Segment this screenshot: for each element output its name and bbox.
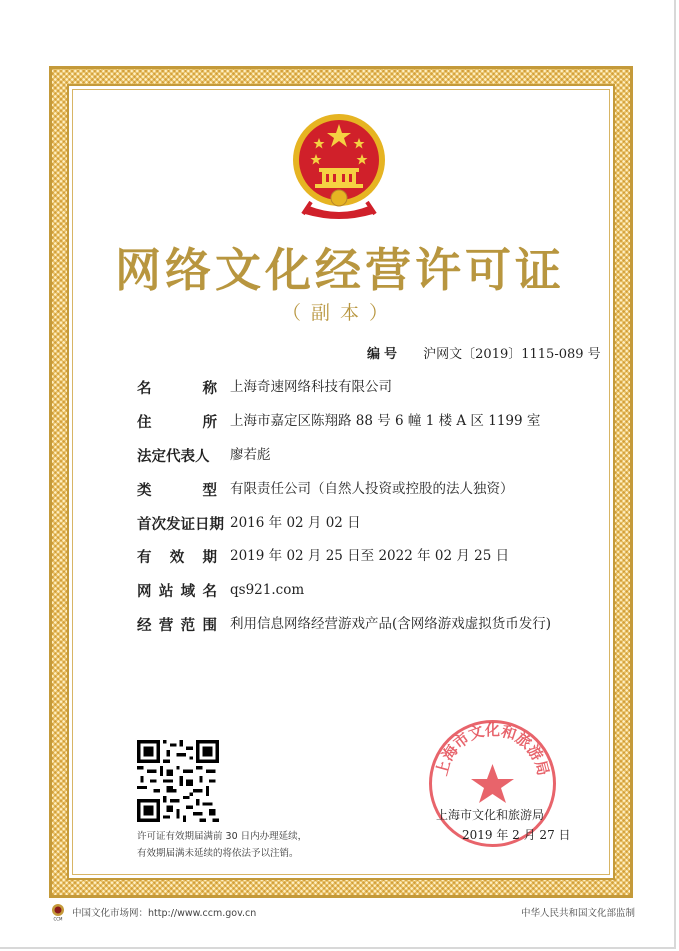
footer-supervisor: 中华人民共和国文化部监制 (520, 908, 635, 919)
issuing-authority: 上海市文化和旅游局 (436, 808, 545, 822)
field-label: 网 站 域 名 (137, 584, 217, 600)
field-value-domain: qs921.com (230, 582, 305, 598)
validity-note-2: 有效期届满未延续的将依法予以注销。 (137, 848, 299, 859)
field-value-address: 上海市嘉定区陈翔路 88 号 6 幢 1 楼 A 区 1199 室 (230, 413, 541, 429)
field-label: 经 营 范 围 (137, 618, 217, 634)
issue-date: 2019 年 2 月 27 日 (462, 828, 571, 842)
number-label: 编号 (367, 347, 402, 362)
number-value: 沪网文〔2019〕1115-089 号 (423, 347, 601, 362)
field-label: 有 效 期 (137, 550, 217, 566)
field-label: 名 称 (137, 381, 217, 397)
field-value-scope: 利用信息网络经营游戏产品(含网络游戏虚拟货币发行) (230, 616, 552, 632)
national-emblem-icon (289, 110, 389, 220)
field-value-representative: 廖若彪 (230, 447, 271, 463)
validity-note-1: 许可证有效期届满前 30 日内办理延续， (137, 831, 308, 842)
certificate-number (367, 343, 601, 362)
field-value-company: 上海奇速网络科技有限公司 (230, 379, 392, 395)
field-value-validity: 2019 年 02 月 25 日至 2022 年 02 月 25 日 (230, 548, 510, 564)
field-label: 法定代表人 (137, 449, 210, 465)
qr-code-icon (137, 740, 219, 822)
field-label: 首次发证日期 (137, 517, 224, 533)
seal-text: 上海市文化和旅游局 (432, 721, 553, 778)
field-label: 住 所 (137, 415, 217, 431)
svg-text:CCM: CCM (53, 916, 63, 921)
certificate-title: 网络文化经营许可证 (115, 243, 565, 297)
field-label: 类 型 (137, 483, 217, 499)
footer-site: 中国文化市场网：http://www.ccm.gov.cn (72, 908, 257, 919)
certificate-subtitle: （副本） (281, 302, 398, 324)
footer-left (50, 903, 256, 921)
field-value-first-issue: 2016 年 02 月 02 日 (230, 515, 361, 531)
field-value-type: 有限责任公司（自然人投资或控股的法人独资） (230, 481, 514, 497)
ccm-logo-icon (50, 903, 66, 921)
